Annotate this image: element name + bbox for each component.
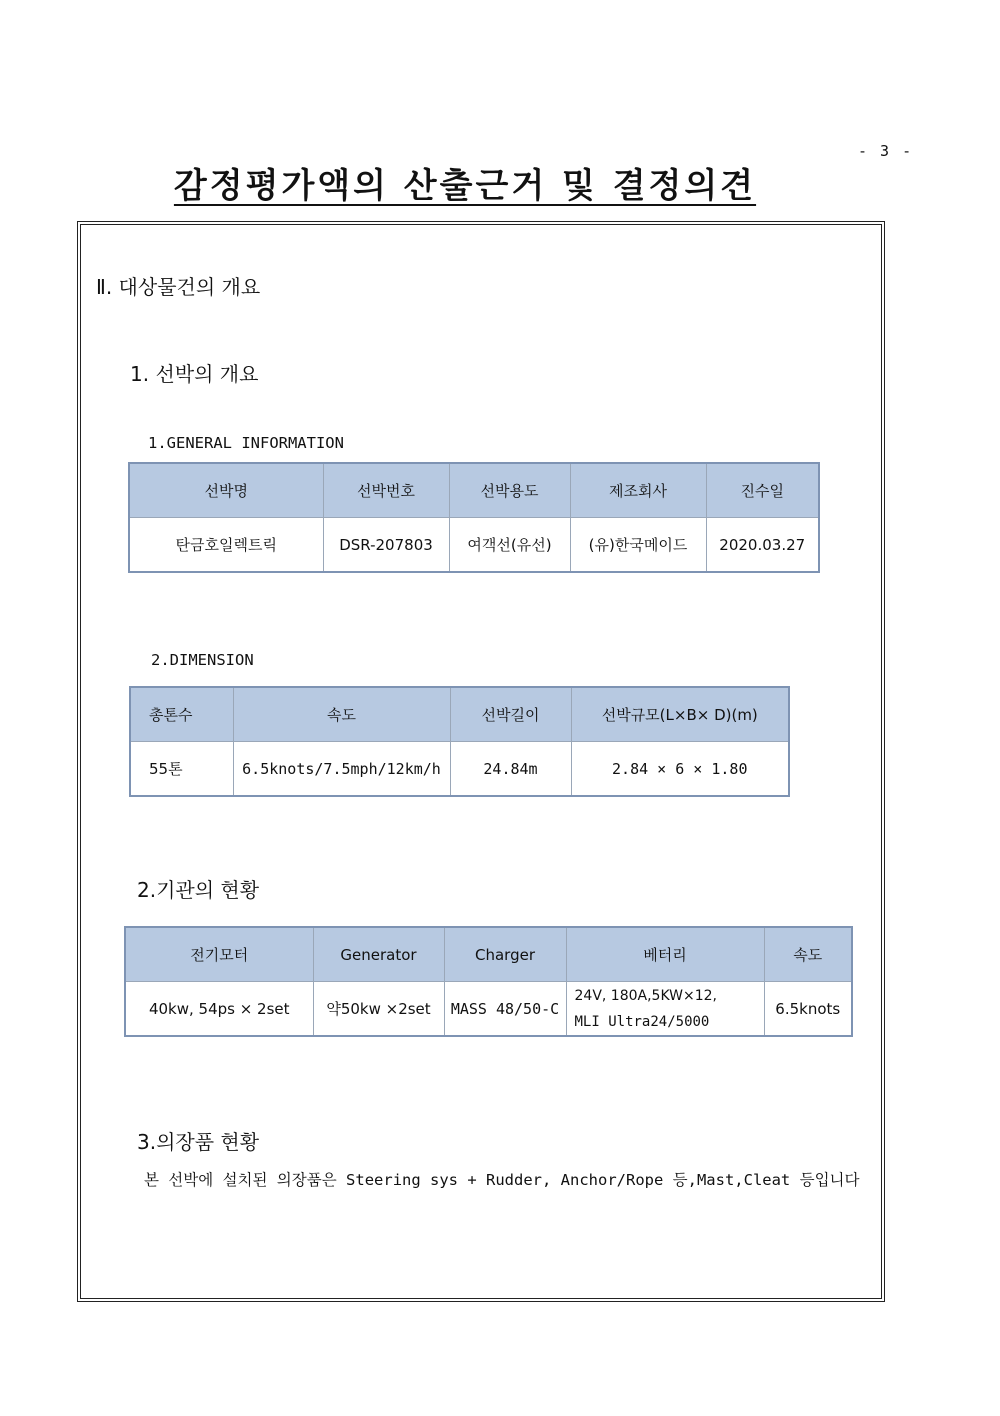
fittings-description: 본 선박에 설치된 의장품은 Steering sys + Rudder, Anchor/Rope 등,Mast,Cleat 등입니다 [144, 1171, 860, 1189]
battery-cell [566, 982, 764, 1037]
table-cell: 6.5knots/7.5mph/12km/h [233, 742, 450, 797]
header-cell: 진수일 [706, 463, 819, 518]
header-cell: 선박번호 [323, 463, 449, 518]
sub-heading-fittings-status: 3.의장품 현황 [137, 1130, 260, 1154]
table-row [129, 518, 819, 573]
table-cell: 55톤 [130, 742, 233, 797]
header-cell: 속도 [764, 927, 852, 982]
page-title-text: 감정평가액의 산출근거 및 결정의견 [173, 166, 757, 206]
table-cell: 2020.03.27 [706, 518, 819, 573]
header-cell: 선박용도 [449, 463, 570, 518]
caption-dimension: 2.DIMENSION [151, 651, 254, 669]
table-cell: (유)한국메이드 [570, 518, 706, 573]
table-cell: 2.84 × 6 × 1.80 [571, 742, 789, 797]
table-header-row [130, 687, 789, 742]
table-cell: 40kw, 54ps × 2set [125, 982, 313, 1037]
table-row [130, 742, 789, 797]
header-cell: 선박길이 [450, 687, 571, 742]
table-cell: 6.5knots [764, 982, 852, 1037]
header-cell: 전기모터 [125, 927, 313, 982]
sub-heading-engine-status: 2.기관의 현황 [137, 878, 260, 902]
table-cell: 탄금호일렉트릭 [129, 518, 323, 573]
sub-heading-vessel-overview: 1. 선박의 개요 [130, 362, 259, 386]
caption-general-information: 1.GENERAL INFORMATION [148, 434, 344, 452]
header-cell: 총톤수 [130, 687, 233, 742]
table-cell: 24.84m [450, 742, 571, 797]
table-row [125, 982, 852, 1037]
header-cell: 베터리 [566, 927, 764, 982]
header-cell: 선박규모(L×B× D)(m) [571, 687, 789, 742]
header-cell: 제조회사 [570, 463, 706, 518]
table-header-row [125, 927, 852, 982]
table-header-row [129, 463, 819, 518]
dimension-table [129, 686, 790, 797]
section-heading: Ⅱ. 대상물건의 개요 [96, 275, 261, 299]
header-cell: Generator [313, 927, 444, 982]
table-cell: 약50kw ×2set [313, 982, 444, 1037]
table-cell: MASS 48/50-C [444, 982, 566, 1037]
page-number: - 3 - [858, 142, 914, 160]
battery-line-1: 24V, 180A,5KW×12, [574, 987, 717, 1004]
table-cell: 여객선(유선) [449, 518, 570, 573]
battery-line-2: MLI Ultra24/5000 [574, 1013, 710, 1030]
header-cell: 선박명 [129, 463, 323, 518]
page-title [0, 158, 930, 207]
engine-table [124, 926, 853, 1037]
header-cell: 속도 [233, 687, 450, 742]
general-information-table [128, 462, 820, 573]
header-cell: Charger [444, 927, 566, 982]
table-cell: DSR-207803 [323, 518, 449, 573]
